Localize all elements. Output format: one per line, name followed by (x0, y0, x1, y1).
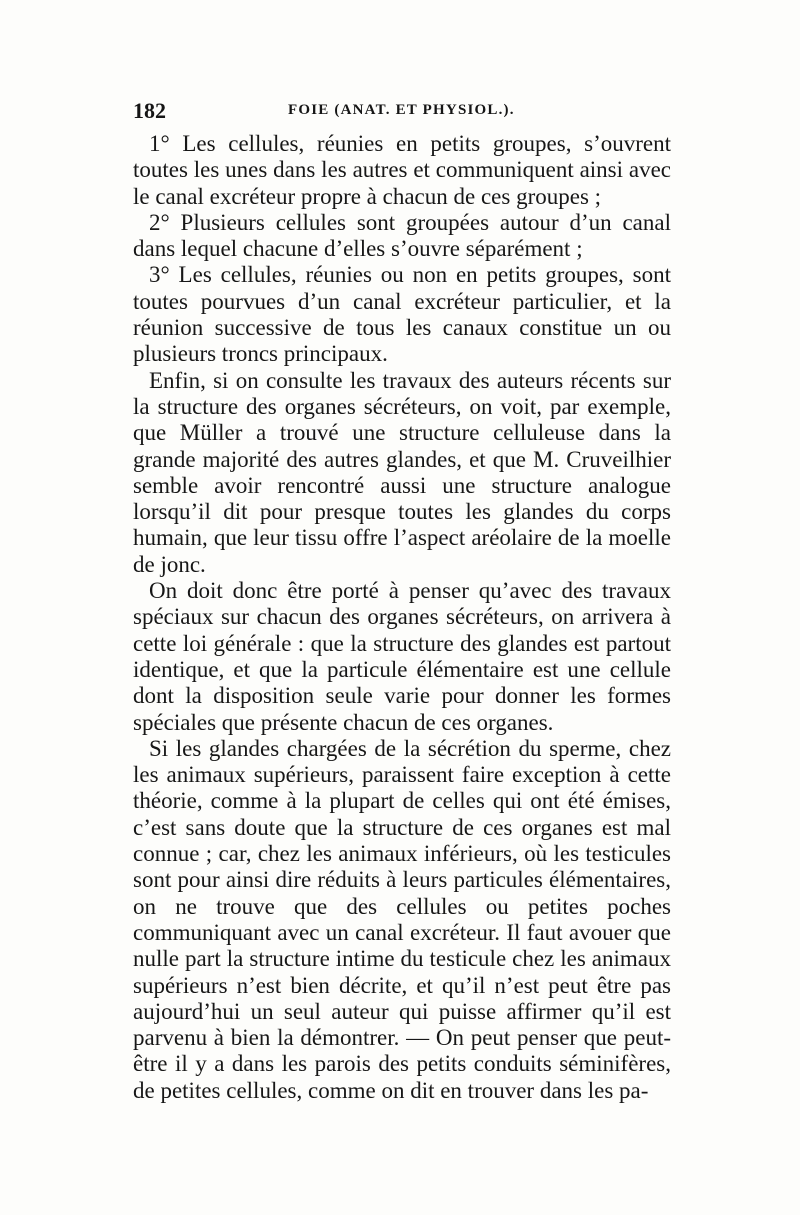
paragraph-point-2: 2° Plusieurs cellules sont groupées autour d’un canal dans lequel chacune d’elles s’ouvre séparément ; (133, 209, 671, 262)
paragraph-point-1: 1° Les cellules, réunies en petits groupes, s’ouvrent toutes les unes dans les autres et communiquent ainsi avec le canal excréteur propre à chacun de ces groupes ; (133, 131, 671, 209)
paragraph-recent-authors: Enfin, si on consulte les travaux des auteurs récents sur la structure des organes sécréteurs, on voit, par exemple, que Müller a trouvé une structure celluleuse dans la grande majorité des autres glandes, et que M. Cruveilhier semble avoir rencontré aussi une structure analogue lorsqu’il dit pour presque toutes les glandes du corps humain, que leur tissu offre l’aspect aréolaire de la moelle de jonc. (133, 367, 671, 577)
paragraph-point-3: 3° Les cellules, réunies ou non en petits groupes, sont toutes pourvues d’un canal excréteur particulier, et la réunion successive de tous les canaux constitue un ou plusieurs troncs principaux. (133, 262, 671, 367)
running-title: FOIE (ANAT. ET PHYSIOL.). (288, 102, 515, 118)
paragraph-sperm-glands: Si les glandes chargées de la sécrétion du sperme, chez les animaux supérieurs, paraissent faire exception à cette théorie, comme à la plupart de celles qui ont été émises, c’est sans doute que la structure de ces organes est mal connue ; car, chez les animaux inférieurs, où les testicules sont pour ainsi dire réduits à leurs particules élémentaires, on ne trouve que des cellules ou petites poches communiquant avec un canal excréteur. Il faut avouer que nulle part la structure intime du testicule chez les animaux supérieurs n’est bien décrite, et qu’il n’est peut être pas aujourd’hui un seul auteur qui puisse affirmer qu’il est parvenu à bien la démontrer. — On peut penser que peut-être il y a dans les parois des petits conduits séminifères, de petites cellules, comme on dit en trouver dans les pa- (133, 735, 671, 1103)
paragraph-general-law: On doit donc être porté à penser qu’avec des travaux spéciaux sur chacun des organes sécréteurs, on arrivera à cette loi générale : que la structure des glandes est partout identique, et que la particule élémentaire est une cellule dont la disposition seule varie pour donner les formes spéciales que présente chacun de ces organes. (133, 578, 671, 735)
page-number: 182 (133, 98, 166, 123)
body-text (133, 131, 671, 1104)
running-head (133, 98, 673, 124)
